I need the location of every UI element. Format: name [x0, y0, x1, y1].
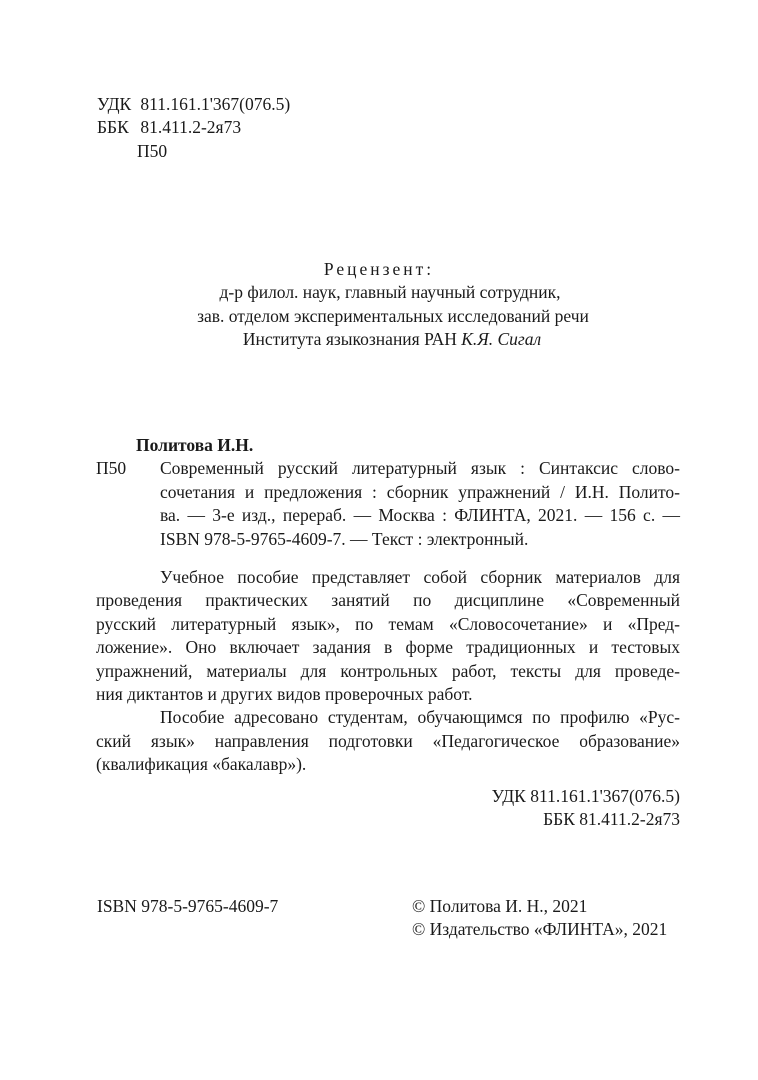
reviewer-line-1: д-р филол. наук, главный научный сотрудник,: [219, 282, 561, 303]
udk-value: 811.161.1'367(076.5): [140, 94, 291, 114]
classification-codes-bottom: [400, 785, 680, 832]
bbk-row: [97, 116, 290, 139]
reviewer-institute: Института языкознания РАН: [242, 329, 457, 350]
bibliographic-line: Современный русский литературный язык : Синтаксис слово-: [160, 458, 680, 479]
abstract-line: ложение». Оно включает задания в форме традиционных и тестовых: [96, 637, 680, 658]
abstract-paragraph-2: [96, 706, 680, 776]
udk-label: УДК: [97, 94, 132, 114]
reviewer-line-3: [0, 328, 758, 351]
reviewer-name: К.Я. Сигал: [461, 329, 542, 350]
author-mark-top: П50: [137, 140, 168, 161]
bbk-bottom: ББК 81.411.2-2я73: [543, 809, 680, 830]
abstract-paragraph-1: [96, 566, 680, 706]
reviewer-block: [0, 258, 758, 352]
abstract-line: русский литературный язык», по темам «Словосочетание» и «Пред-: [96, 613, 680, 634]
reviewer-line-2: зав. отделом экспериментальных исследований речи: [197, 305, 589, 326]
abstract-line: (квалификация «бакалавр»).: [96, 754, 307, 775]
abstract-line: Учебное пособие представляет собой сборник материалов для: [160, 567, 680, 587]
copyright-author: © Политова И. Н., 2021: [412, 896, 588, 916]
abstract-line: проведения практических занятий по дисциплине «Современный: [96, 590, 680, 611]
abstract-line: ский язык» направления подготовки «Педагогическое образование»: [96, 730, 680, 751]
udk-bottom: УДК 811.161.1'367(076.5): [491, 786, 680, 806]
bbk-label: ББК: [97, 117, 129, 138]
bibliographic-line: ва. — 3-е изд., перераб. — Москва : ФЛИНТА, 2021. — 156 с. —: [160, 505, 680, 526]
isbn: ISBN 978-5-9765-4609-7: [97, 896, 279, 916]
abstract-line: ния диктантов и других видов проверочных работ.: [96, 684, 473, 705]
bbk-value: 81.411.2-2я73: [140, 117, 242, 138]
classification-codes-top: [97, 93, 290, 163]
bibliographic-entry: [96, 457, 680, 551]
abstract-line: Пособие адресовано студентам, обучающимся по профилю «Рус-: [160, 707, 680, 728]
abstract: [96, 566, 680, 777]
reviewer-heading: Рецензент:: [323, 259, 435, 279]
copyright-block: [412, 895, 667, 942]
author-mark: П50: [96, 458, 127, 479]
copyright-publisher: © Издательство «ФЛИНТА», 2021: [412, 919, 668, 940]
author-heading: Политова И.Н.: [136, 435, 254, 455]
bibliographic-record: [96, 434, 680, 551]
bibliographic-line: сочетания и предложения : сборник упражнений / И.Н. Полито-: [160, 481, 680, 502]
bibliographic-line: ISBN 978-5-9765-4609-7. — Текст : электронный.: [160, 528, 529, 549]
abstract-line: упражнений, материалы для контрольных работ, тексты для проведе-: [96, 660, 680, 681]
udk-row: [97, 93, 290, 116]
